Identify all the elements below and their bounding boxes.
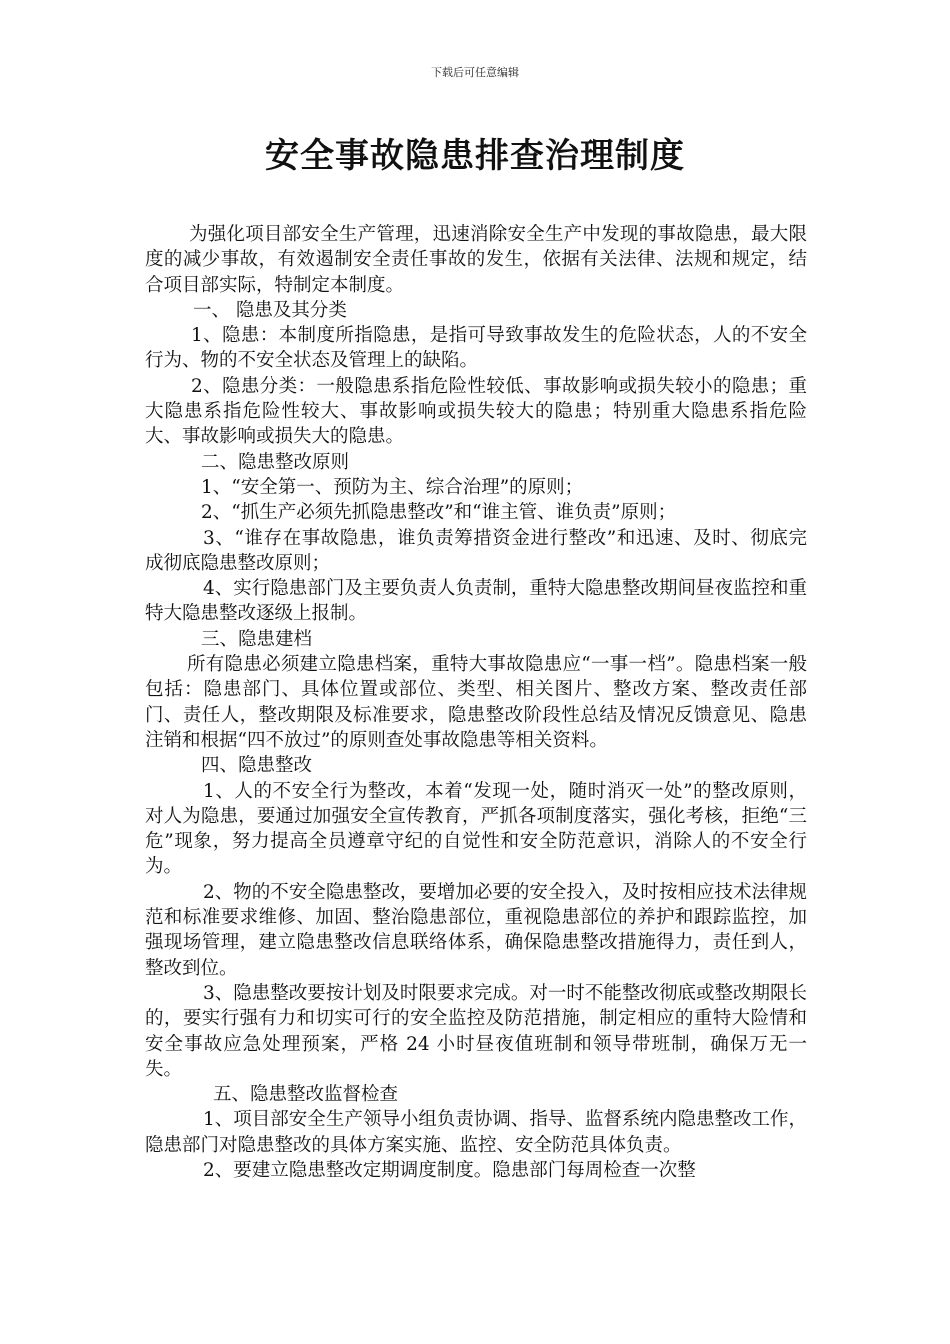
paragraph: 2、“抓生产必须先抓隐患整改”和“谁主管、谁负责”原则； <box>201 502 677 524</box>
paragraph: 4、实行隐患部门及主要负责人负责制，重特大隐患整改期间昼夜监控和重特大隐患整改逐级上报制。 <box>145 578 807 625</box>
paragraph: 1、“安全第一、预防为主、综合治理”的原则； <box>201 476 584 498</box>
paragraph: 2、隐患分类：一般隐患系指危险性较低、事故影响或损失较小的隐患；重大隐患系指危险性较大、事故影响或损失较大的隐患；特别重大隐患系指危险大、事故影响或损失大的隐患。 <box>145 375 807 448</box>
paragraph: 2、物的不安全隐患整改，要增加必要的安全投入，及时按相应技术法律规范和标准要求维修、加固、整治隐患部位，重视隐患部位的养护和跟踪监控，加强现场管理，建立隐患整改信息联络体系，确保隐患整改措施得力，责任到人，整改到位。 <box>145 881 807 979</box>
paragraph: 1、人的不安全行为整改，本着“发现一处，随时消灭一处”的整改原则，对人为隐患，要通过加强安全宣传教育，严抓各项制度落实，强化考核，拒绝“三危”现象，努力提高全员遵章守纪的自觉性和安全防范意识，消除人的不安全行为。 <box>145 780 807 878</box>
section-heading-2: 二、隐患整改原则 <box>201 451 350 473</box>
paragraph: 2、要建立隐患整改定期调度制度。隐患部门每周检查一次整 <box>203 1159 696 1181</box>
header-note: 下载后可任意编辑 <box>431 66 519 79</box>
paragraph: 3、“谁存在事故隐患，谁负责筹措资金进行整改”和迅速、及时、彻底完成彻底隐患整改原则； <box>145 527 807 574</box>
section-heading-4: 四、隐患整改 <box>201 755 313 777</box>
paragraph: 1、项目部安全生产领导小组负责协调、指导、监督系统内隐患整改工作，隐患部门对隐患整改的具体方案实施、监控、安全防范具体负责。 <box>145 1109 807 1156</box>
paragraph: 为强化项目部安全生产管理，迅速消除安全生产中发现的事故隐患，最大限度的减少事故，有效遏制安全责任事故的发生，依据有关法律、法规和规定，结合项目部实际，特制定本制度。 <box>145 224 807 296</box>
section-heading-1: 一、 隐患及其分类 <box>193 299 347 321</box>
document-body <box>145 222 807 1183</box>
section-heading-5: 五、隐患整改监督检查 <box>213 1084 399 1106</box>
paragraph: 所有隐患必须建立隐患档案，重特大事故隐患应“一事一档”。隐患档案一般包括：隐患部门、具体位置或部位、类型、相关图片、整改方案、整改责任部门、责任人，整改期限及标准要求，隐患整改阶段性总结及情况反馈意见、隐患注销和根据“四不放过”的原则查处事故隐患等相关资料。 <box>145 654 807 751</box>
document-title: 安全事故隐患排查治理制度 <box>265 136 685 176</box>
paragraph: 1、隐患：本制度所指隐患，是指可导致事故发生的危险状态，人的不安全行为、物的不安全状态及管理上的缺陷。 <box>145 325 807 372</box>
section-heading-3: 三、隐患建档 <box>201 628 313 650</box>
paragraph: 3、隐患整改要按计划及时限要求完成。对一时不能整改彻底或整改期限长的，要实行强有力和切实可行的安全监控及防范措施，制定相应的重特大险情和安全事故应急处理预案，严格 24 小时昼夜值班制和领导带班制，确保万无一失。 <box>145 982 807 1080</box>
